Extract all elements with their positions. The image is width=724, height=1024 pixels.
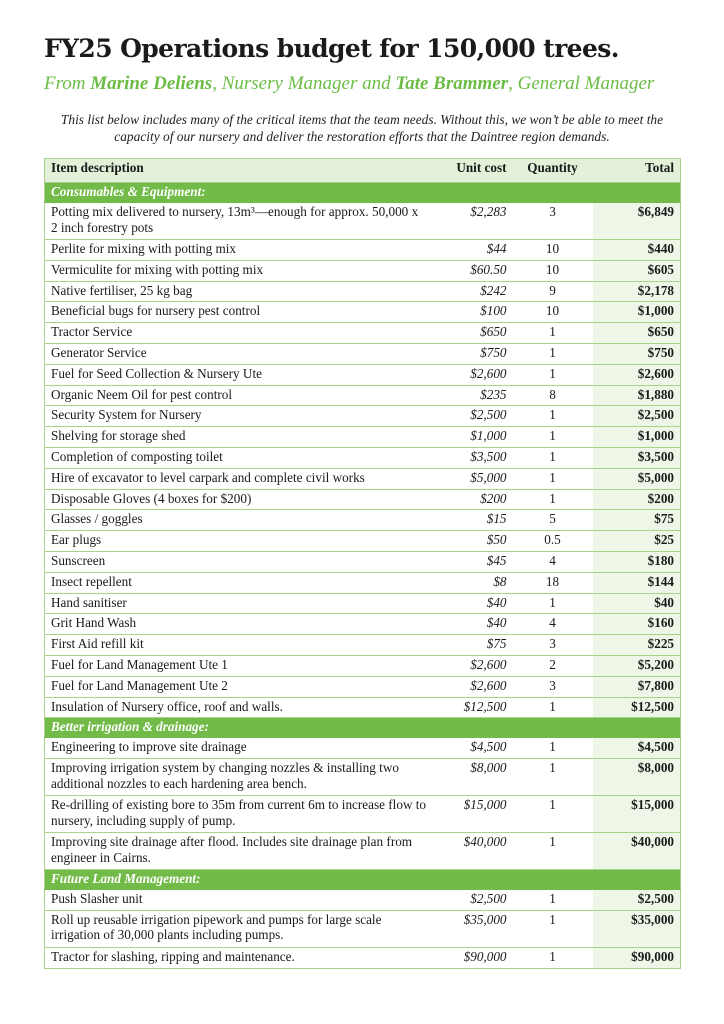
item-description-cell: Insect repellent [45,572,433,593]
quantity-cell: 18 [513,572,593,593]
table-row [45,343,681,364]
unit-cost-cell: $50 [433,531,513,552]
table-row [45,593,681,614]
total-cell: $15,000 [593,796,681,833]
total-cell: $1,000 [593,302,681,323]
table-row [45,759,681,796]
quantity-cell: 10 [513,260,593,281]
unit-cost-cell: $235 [433,385,513,406]
quantity-cell: 10 [513,302,593,323]
unit-cost-cell: $2,283 [433,203,513,240]
total-cell: $144 [593,572,681,593]
quantity-cell: 4 [513,614,593,635]
quantity-cell: 1 [513,468,593,489]
quantity-cell: 1 [513,489,593,510]
unit-cost-cell: $2,600 [433,655,513,676]
total-cell: $2,500 [593,406,681,427]
item-description-cell: Disposable Gloves (4 boxes for $200) [45,489,433,510]
unit-cost-cell: $2,600 [433,676,513,697]
table-row [45,947,681,968]
item-description-cell: Security System for Nursery [45,406,433,427]
unit-cost-cell: $2,500 [433,406,513,427]
quantity-cell: 1 [513,890,593,911]
section-title: Better irrigation & drainage: [45,718,681,738]
quantity-cell: 1 [513,833,593,870]
total-cell: $8,000 [593,759,681,796]
table-row [45,427,681,448]
unit-cost-cell: $75 [433,635,513,656]
table-row [45,910,681,947]
quantity-cell: 3 [513,203,593,240]
unit-cost-cell: $2,500 [433,890,513,911]
total-cell: $180 [593,551,681,572]
unit-cost-cell: $1,000 [433,427,513,448]
item-description-cell: Glasses / goggles [45,510,433,531]
unit-cost-cell: $5,000 [433,468,513,489]
table-row [45,302,681,323]
unit-cost-cell: $40,000 [433,833,513,870]
quantity-cell: 1 [513,593,593,614]
total-cell: $5,200 [593,655,681,676]
table-row [45,531,681,552]
item-description-cell: Perlite for mixing with potting mix [45,240,433,261]
unit-cost-cell: $90,000 [433,947,513,968]
total-cell: $225 [593,635,681,656]
total-cell: $200 [593,489,681,510]
quantity-cell: 2 [513,655,593,676]
table-row [45,260,681,281]
quantity-cell: 3 [513,635,593,656]
item-description-cell: Insulation of Nursery office, roof and walls. [45,697,433,718]
table-row [45,890,681,911]
quantity-cell: 1 [513,406,593,427]
quantity-cell: 10 [513,240,593,261]
item-description-cell: Sunscreen [45,551,433,572]
total-cell: $2,600 [593,364,681,385]
unit-cost-cell: $8 [433,572,513,593]
item-description-cell: Tractor for slashing, ripping and maintenance. [45,947,433,968]
total-cell: $605 [593,260,681,281]
table-body [45,183,681,969]
item-description-cell: Grit Hand Wash [45,614,433,635]
total-cell: $1,000 [593,427,681,448]
unit-cost-cell: $15,000 [433,796,513,833]
quantity-cell: 1 [513,738,593,759]
item-description-cell: Fuel for Land Management Ute 1 [45,655,433,676]
item-description-cell: Hand sanitiser [45,593,433,614]
table-row [45,551,681,572]
author-2-name: Tate Brammer [395,73,509,94]
table-row [45,447,681,468]
quantity-cell: 0.5 [513,531,593,552]
quantity-cell: 1 [513,697,593,718]
section-header-row [45,183,681,203]
total-cell: $90,000 [593,947,681,968]
item-description-cell: Vermiculite for mixing with potting mix [45,260,433,281]
column-header-total: Total [593,159,681,183]
total-cell: $7,800 [593,676,681,697]
table-row [45,323,681,344]
quantity-cell: 8 [513,385,593,406]
section-header-row [45,718,681,738]
unit-cost-cell: $35,000 [433,910,513,947]
unit-cost-cell: $40 [433,593,513,614]
item-description-cell: Completion of composting toilet [45,447,433,468]
column-header-quantity: Quantity [513,159,593,183]
subtitle-from: From [44,73,91,94]
table-row [45,697,681,718]
quantity-cell: 1 [513,910,593,947]
table-row [45,655,681,676]
quantity-cell: 4 [513,551,593,572]
item-description-cell: Generator Service [45,343,433,364]
unit-cost-cell: $45 [433,551,513,572]
quantity-cell: 1 [513,447,593,468]
unit-cost-cell: $4,500 [433,738,513,759]
total-cell: $6,849 [593,203,681,240]
author-1-name: Marine Deliens [90,73,213,94]
table-row [45,635,681,656]
section-title: Future Land Management: [45,870,681,890]
unit-cost-cell: $650 [433,323,513,344]
quantity-cell: 1 [513,759,593,796]
table-row [45,676,681,697]
table-row [45,510,681,531]
table-row [45,468,681,489]
item-description-cell: First Aid refill kit [45,635,433,656]
table-row [45,796,681,833]
table-row [45,614,681,635]
item-description-cell: Native fertiliser, 25 kg bag [45,281,433,302]
table-row [45,572,681,593]
total-cell: $3,500 [593,447,681,468]
item-description-cell: Shelving for storage shed [45,427,433,448]
total-cell: $4,500 [593,738,681,759]
unit-cost-cell: $60.50 [433,260,513,281]
item-description-cell: Potting mix delivered to nursery, 13m³—enough for approx. 50,000 x 2 inch forestry pots [45,203,433,240]
unit-cost-cell: $40 [433,614,513,635]
total-cell: $25 [593,531,681,552]
item-description-cell: Improving irrigation system by changing nozzles & installing two additional nozzles to each hardening area bench. [45,759,433,796]
total-cell: $40 [593,593,681,614]
item-description-cell: Beneficial bugs for nursery pest control [45,302,433,323]
total-cell: $1,880 [593,385,681,406]
quantity-cell: 9 [513,281,593,302]
unit-cost-cell: $2,600 [433,364,513,385]
item-description-cell: Engineering to improve site drainage [45,738,433,759]
unit-cost-cell: $242 [433,281,513,302]
unit-cost-cell: $200 [433,489,513,510]
item-description-cell: Fuel for Land Management Ute 2 [45,676,433,697]
item-description-cell: Tractor Service [45,323,433,344]
table-row [45,240,681,261]
item-description-cell: Roll up reusable irrigation pipework and pumps for large scale irrigation of 30,000 plants including pumps. [45,910,433,947]
unit-cost-cell: $44 [433,240,513,261]
table-row [45,203,681,240]
section-header-row [45,870,681,890]
author-1-role: , Nursery Manager and [212,73,396,94]
quantity-cell: 5 [513,510,593,531]
table-row [45,385,681,406]
unit-cost-cell: $100 [433,302,513,323]
table-row [45,281,681,302]
item-description-cell: Fuel for Seed Collection & Nursery Ute [45,364,433,385]
quantity-cell: 1 [513,427,593,448]
total-cell: $160 [593,614,681,635]
total-cell: $2,178 [593,281,681,302]
budget-table [44,158,681,969]
table-row [45,364,681,385]
quantity-cell: 1 [513,323,593,344]
column-header-description: Item description [45,159,433,183]
item-description-cell: Improving site drainage after flood. Includes site drainage plan from engineer in Cairns. [45,833,433,870]
total-cell: $750 [593,343,681,364]
unit-cost-cell: $12,500 [433,697,513,718]
total-cell: $2,500 [593,890,681,911]
intro-paragraph: This list below includes many of the critical items that the team needs. Without this, we won’t be able to meet the capacity of our nursery and deliver the restoration efforts that the Daintree region demands. [60,112,664,144]
total-cell: $440 [593,240,681,261]
item-description-cell: Organic Neem Oil for pest control [45,385,433,406]
total-cell: $5,000 [593,468,681,489]
quantity-cell: 1 [513,796,593,833]
table-header-row [45,159,681,183]
unit-cost-cell: $8,000 [433,759,513,796]
table-row [45,738,681,759]
quantity-cell: 1 [513,947,593,968]
table-row [45,406,681,427]
column-header-unit-cost: Unit cost [433,159,513,183]
page-subtitle [44,73,654,95]
total-cell: $12,500 [593,697,681,718]
unit-cost-cell: $15 [433,510,513,531]
quantity-cell: 1 [513,343,593,364]
total-cell: $75 [593,510,681,531]
section-title: Consumables & Equipment: [45,183,681,203]
quantity-cell: 1 [513,364,593,385]
author-2-role: , General Manager [508,73,655,94]
total-cell: $650 [593,323,681,344]
table-row [45,833,681,870]
total-cell: $40,000 [593,833,681,870]
table-row [45,489,681,510]
item-description-cell: Hire of excavator to level carpark and complete civil works [45,468,433,489]
page-title: FY25 Operations budget for 150,000 trees. [44,34,619,63]
unit-cost-cell: $3,500 [433,447,513,468]
item-description-cell: Push Slasher unit [45,890,433,911]
unit-cost-cell: $750 [433,343,513,364]
item-description-cell: Ear plugs [45,531,433,552]
total-cell: $35,000 [593,910,681,947]
quantity-cell: 3 [513,676,593,697]
item-description-cell: Re-drilling of existing bore to 35m from current 6m to increase flow to nursery, including supply of pump. [45,796,433,833]
